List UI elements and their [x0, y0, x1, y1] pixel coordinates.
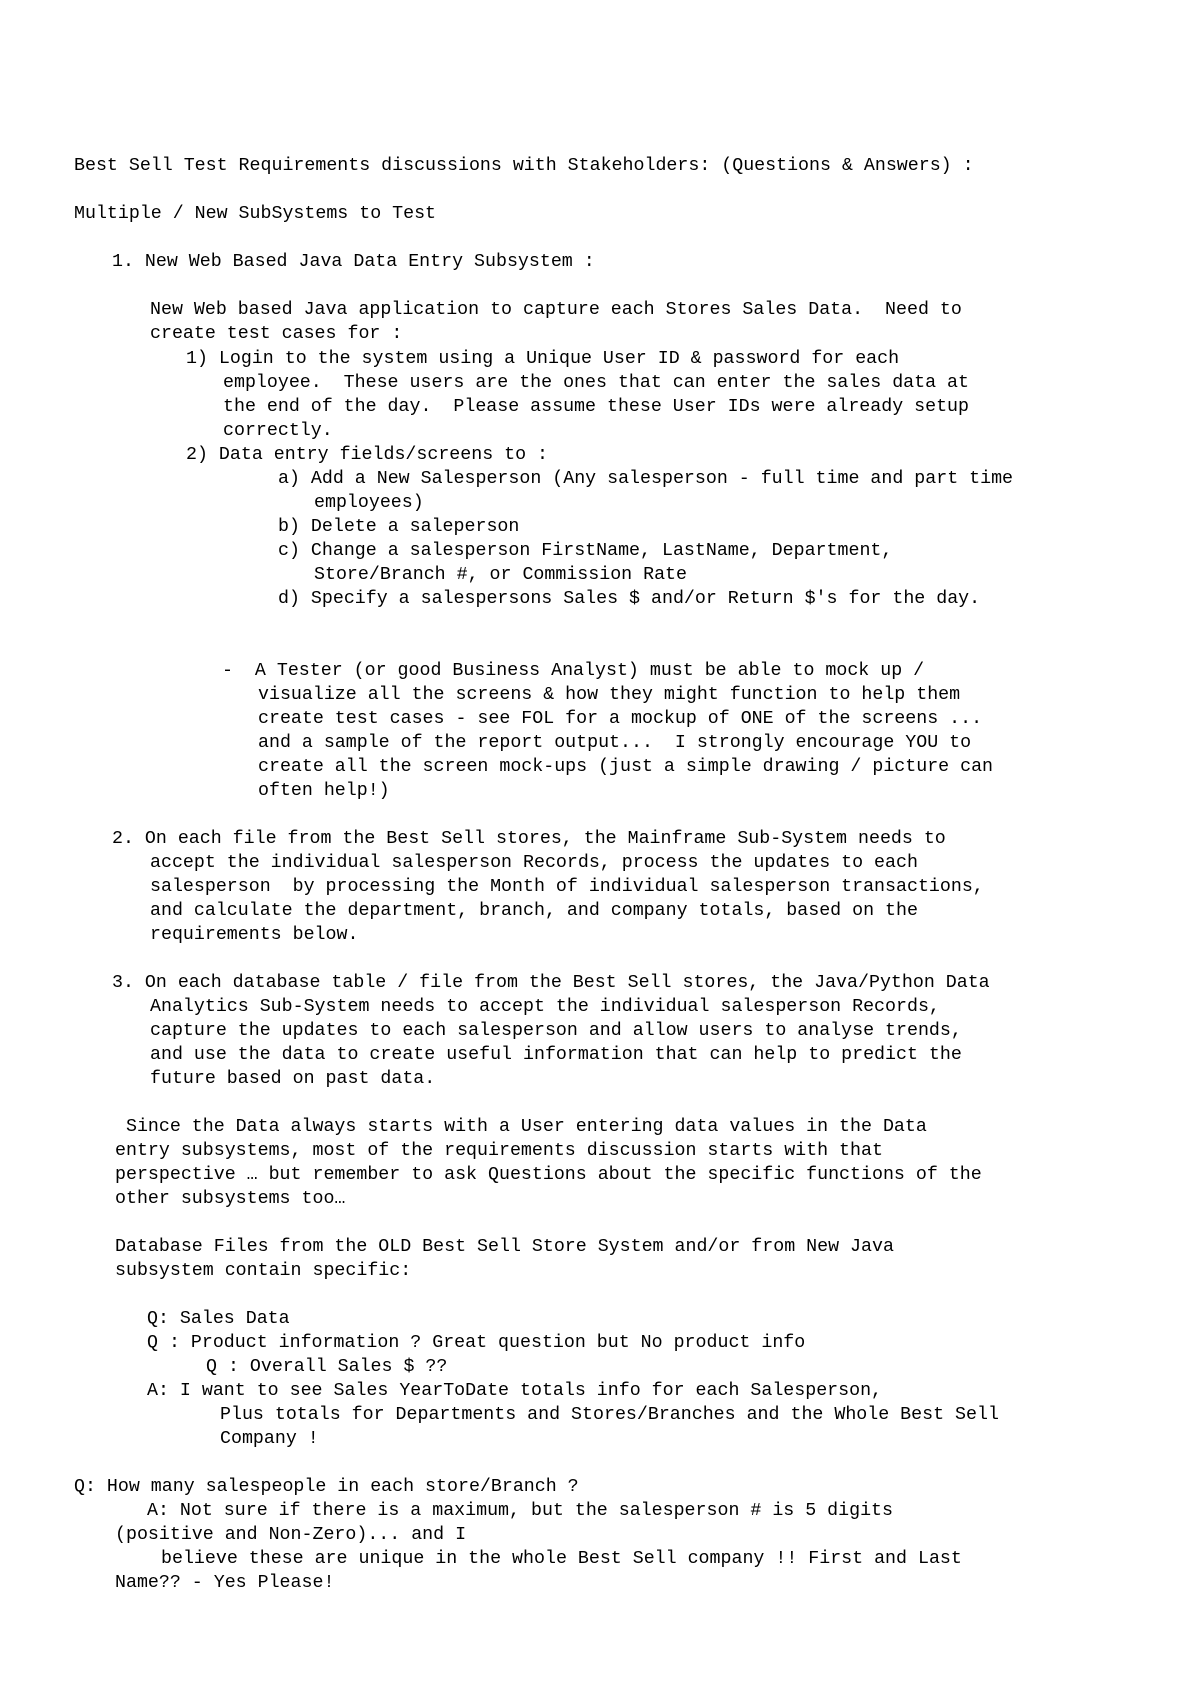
- step1-line: correctly.: [223, 421, 333, 441]
- answer-line: (positive and Non-Zero)... and I: [115, 1525, 467, 1545]
- question-overall-sales: Q : Overall Sales $ ??: [206, 1357, 448, 1377]
- step2-line: 2) Data entry fields/screens to :: [186, 445, 549, 465]
- item2-line: 2. On each file from the Best Sell stores, the Mainframe Sub-System needs to: [112, 829, 946, 849]
- question-product-info: Q : Product information ? Great question but No product info: [147, 1333, 806, 1353]
- answer-line: A: Not sure if there is a maximum, but the salesperson # is 5 digits: [147, 1501, 893, 1521]
- document-title: Best Sell Test Requirements discussions with Stakeholders: (Questions & Answers) :: [74, 156, 974, 176]
- note-line: visualize all the screens & how they might function to help them: [258, 685, 961, 705]
- sub-item-b: b) Delete a saleperson: [278, 517, 520, 537]
- since-paragraph-line: other subsystems too…: [115, 1189, 346, 1209]
- since-paragraph-line: perspective … but remember to ask Questions about the specific functions of the: [115, 1165, 982, 1185]
- document-subtitle: Multiple / New SubSystems to Test: [74, 204, 437, 224]
- item3-line: 3. On each database table / file from the Best Sell stores, the Java/Python Data: [112, 973, 990, 993]
- item2-line: accept the individual salesperson Records, process the updates to each: [150, 853, 918, 873]
- answer-line: believe these are unique in the whole Best Sell company !! First and Last: [161, 1549, 962, 1569]
- answer-line: Company !: [220, 1429, 319, 1449]
- sub-item-c: c) Change a salesperson FirstName, LastName, Department,: [278, 541, 893, 561]
- note-line: - A Tester (or good Business Analyst) must be able to mock up /: [222, 661, 925, 681]
- item3-line: capture the updates to each salesperson and allow users to analyse trends,: [150, 1021, 962, 1041]
- sub-item-d: d) Specify a salespersons Sales $ and/or Return $'s for the day.: [278, 589, 981, 609]
- question-sales-data: Q: Sales Data: [147, 1309, 290, 1329]
- step1-line: 1) Login to the system using a Unique User ID & password for each: [186, 349, 900, 369]
- item2-line: requirements below.: [150, 925, 359, 945]
- item3-line: future based on past data.: [150, 1069, 436, 1089]
- dbfiles-line: subsystem contain specific:: [115, 1261, 412, 1281]
- note-line: often help!): [258, 781, 390, 801]
- sub-item-a: employees): [314, 493, 424, 513]
- note-line: and a sample of the report output... I strongly encourage YOU to: [258, 733, 972, 753]
- since-paragraph-line: Since the Data always starts with a User entering data values in the Data: [115, 1117, 927, 1137]
- question-salespeople-count: Q: How many salespeople in each store/Branch ?: [74, 1477, 579, 1497]
- sub-item-c: Store/Branch #, or Commission Rate: [314, 565, 687, 585]
- item3-line: Analytics Sub-System needs to accept the individual salesperson Records,: [150, 997, 940, 1017]
- note-line: create all the screen mock-ups (just a simple drawing / picture can: [258, 757, 994, 777]
- item1-intro-line: New Web based Java application to capture each Stores Sales Data. Need to: [150, 300, 962, 320]
- answer-line: Name?? - Yes Please!: [115, 1573, 335, 1593]
- sub-item-a: a) Add a New Salesperson (Any salesperson - full time and part time: [278, 469, 1014, 489]
- step1-line: the end of the day. Please assume these User IDs were already setup: [223, 397, 969, 417]
- item1-intro-line: create test cases for :: [150, 324, 403, 344]
- answer-line: Plus totals for Departments and Stores/Branches and the Whole Best Sell: [220, 1405, 999, 1425]
- dbfiles-line: Database Files from the OLD Best Sell Store System and/or from New Java: [115, 1237, 894, 1257]
- item1-heading: 1. New Web Based Java Data Entry Subsystem :: [112, 252, 595, 272]
- note-line: create test cases - see FOL for a mockup of ONE of the screens ...: [258, 709, 983, 729]
- step1-line: employee. These users are the ones that can enter the sales data at: [223, 373, 969, 393]
- since-paragraph-line: entry subsystems, most of the requirements discussion starts with that: [115, 1141, 883, 1161]
- answer-line: A: I want to see Sales YearToDate totals info for each Salesperson,: [147, 1381, 883, 1401]
- item2-line: and calculate the department, branch, and company totals, based on the: [150, 901, 918, 921]
- item2-line: salesperson by processing the Month of individual salesperson transactions,: [150, 877, 984, 897]
- item3-line: and use the data to create useful information that can help to predict the: [150, 1045, 962, 1065]
